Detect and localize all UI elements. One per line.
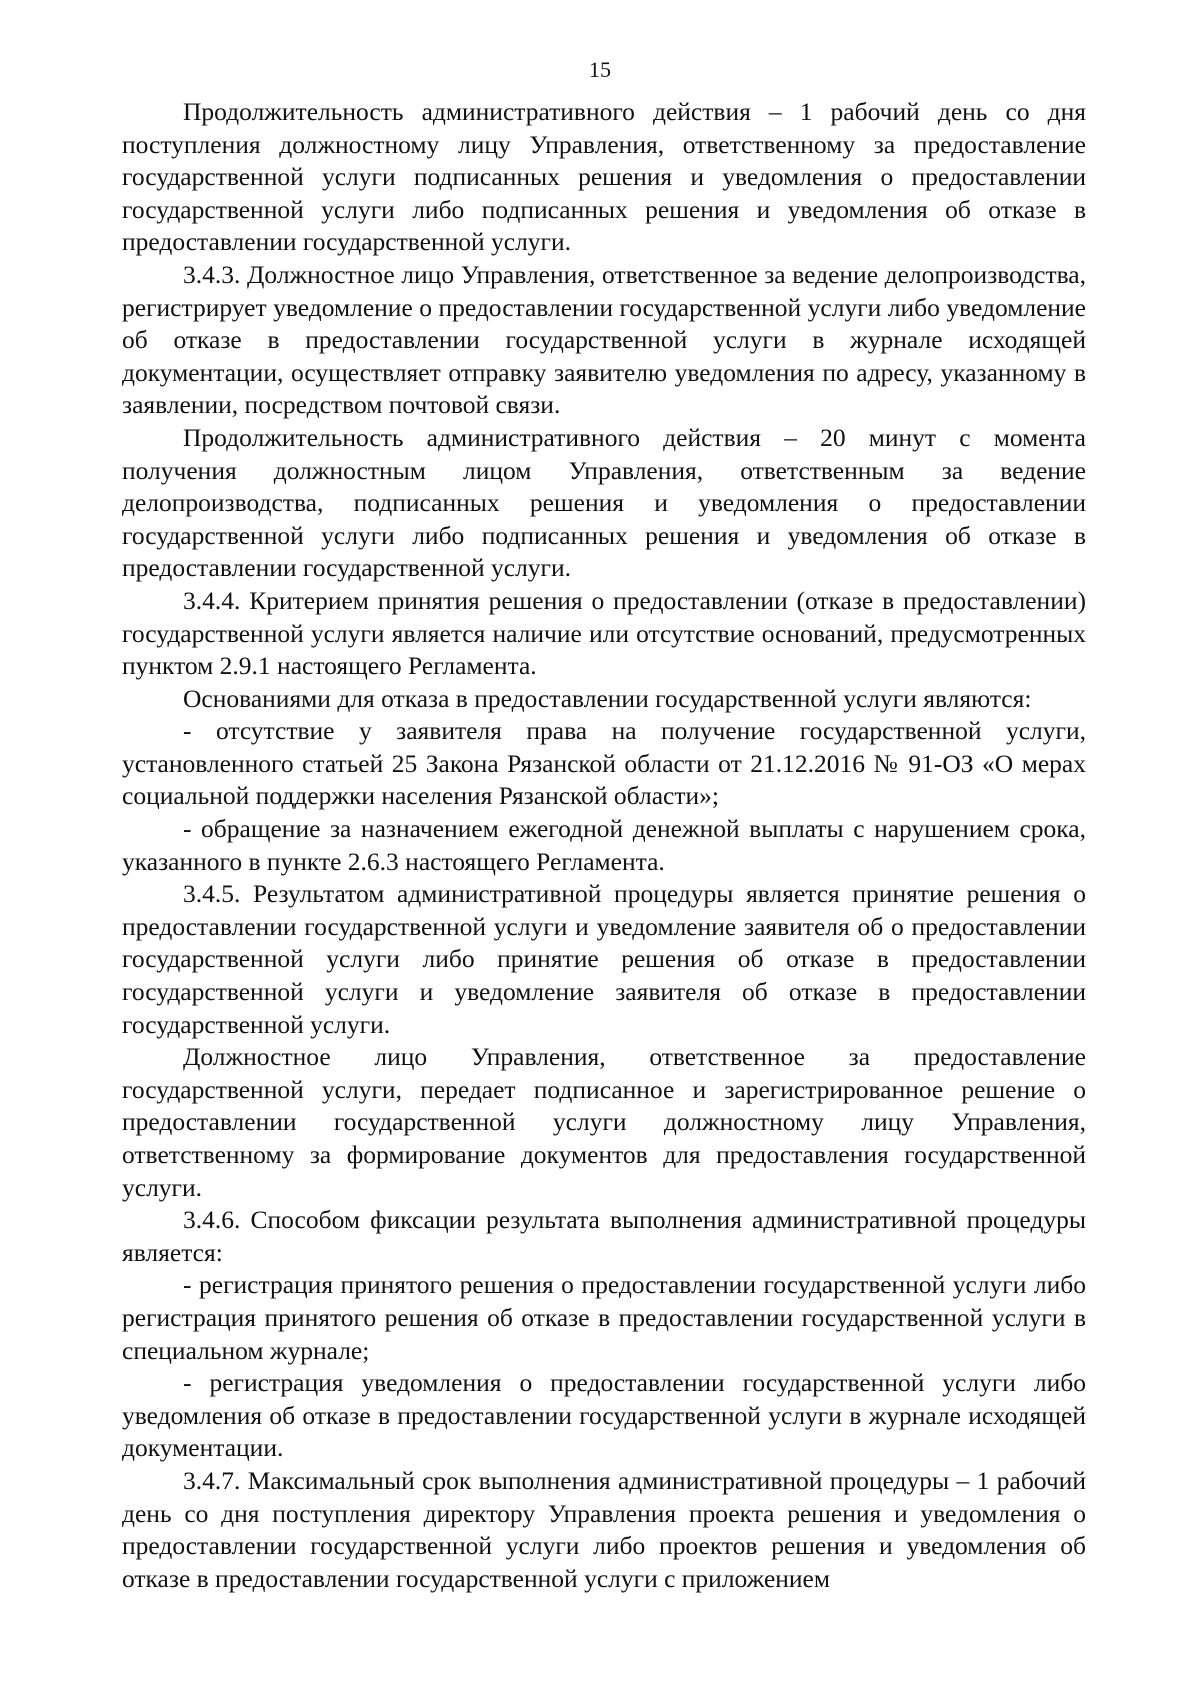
paragraph-3-4-5: 3.4.5. Результатом административной процедуры является принятие решения о предоставлении государственной услуги и уведомление заявителя об о предоставлении государственной услуги либо принятие решения об отказе в предоставлении государственной услуги и уведомление заявителя об отказе в предоставлении государственной услуги.	[122, 879, 1086, 1039]
paragraph-action-duration-2: Продолжительность административного действия – 20 минут с момента получения должностным лицом Управления, ответственным за ведение делопроизводства, подписанных решения и уведомления о предоставлении государственной услуги либо подписанных решения и уведомления об отказе в предоставлении государственной услуги.	[122, 422, 1086, 583]
list-item-decision-registration: - регистрация принятого решения о предоставлении государственной услуги либо регистрация принятого решения об отказе в предоставлении государственной услуги в специальном журнале;	[122, 1270, 1086, 1365]
paragraph-action-duration-1: Продолжительность административного действия – 1 рабочий день со дня поступления должностному лицу Управления, ответственному за предоставление государственной услуги подписанных решения и уведомления о предоставлении государственной услуги либо подписанных решения и уведомления об отказе в предоставлении государственной услуги.	[122, 97, 1086, 257]
document-body	[122, 96, 1086, 1595]
paragraph-3-4-4: 3.4.4. Критерием принятия решения о предоставлении (отказе в предоставлении) государственной услуги является наличие или отсутствие оснований, предусмотренных пунктом 2.9.1 настоящего Регламента.	[122, 585, 1086, 681]
paragraph-3-4-6: 3.4.6. Способом фиксации результата выполнения административной процедуры является:	[122, 1205, 1086, 1267]
paragraph-official-transfer: Должностное лицо Управления, ответственное за предоставление государственной услуги, передает подписанное и зарегистрированное решение о предоставлении государственной услуги должностному лицу Управления, ответственному за формирование документов для предоставления государственной услуги.	[122, 1042, 1086, 1202]
page-number: 15	[589, 57, 611, 82]
paragraph-refusal-grounds: Основаниями для отказа в предоставлении государственной услуги являются:	[183, 683, 1032, 713]
list-item-no-right: - отсутствие у заявителя права на получение государственной услуги, установленного статьей 25 Закона Рязанской области от 21.12.2016 № 91-ОЗ «О мерах социальной поддержки населения Рязанской области»;	[122, 716, 1086, 811]
paragraph-3-4-3: 3.4.3. Должностное лицо Управления, ответственное за ведение делопроизводства, регистрирует уведомление о предоставлении государственной услуги либо уведомление об отказе в предоставлении государственной услуги в журнале исходящей документации, осуществляет отправку заявителю уведомления по адресу, указанному в заявлении, посредством почтовой связи.	[122, 259, 1086, 420]
list-item-late-application: - обращение за назначением ежегодной денежной выплаты с нарушением срока, указанного в пункте 2.6.3 настоящего Регламента.	[122, 814, 1086, 876]
paragraph-3-4-7: 3.4.7. Максимальный срок выполнения административной процедуры – 1 рабочий день со дня поступления директору Управления проекта решения и уведомления о предоставлении государственной услуги либо проектов решения и уведомления об отказе в предоставлении государственной услуги с приложением	[122, 1465, 1086, 1593]
list-item-notice-registration: - регистрация уведомления о предоставлении государственной услуги либо уведомления об отказе в предоставлении государственной услуги в журнале исходящей документации.	[122, 1368, 1086, 1463]
